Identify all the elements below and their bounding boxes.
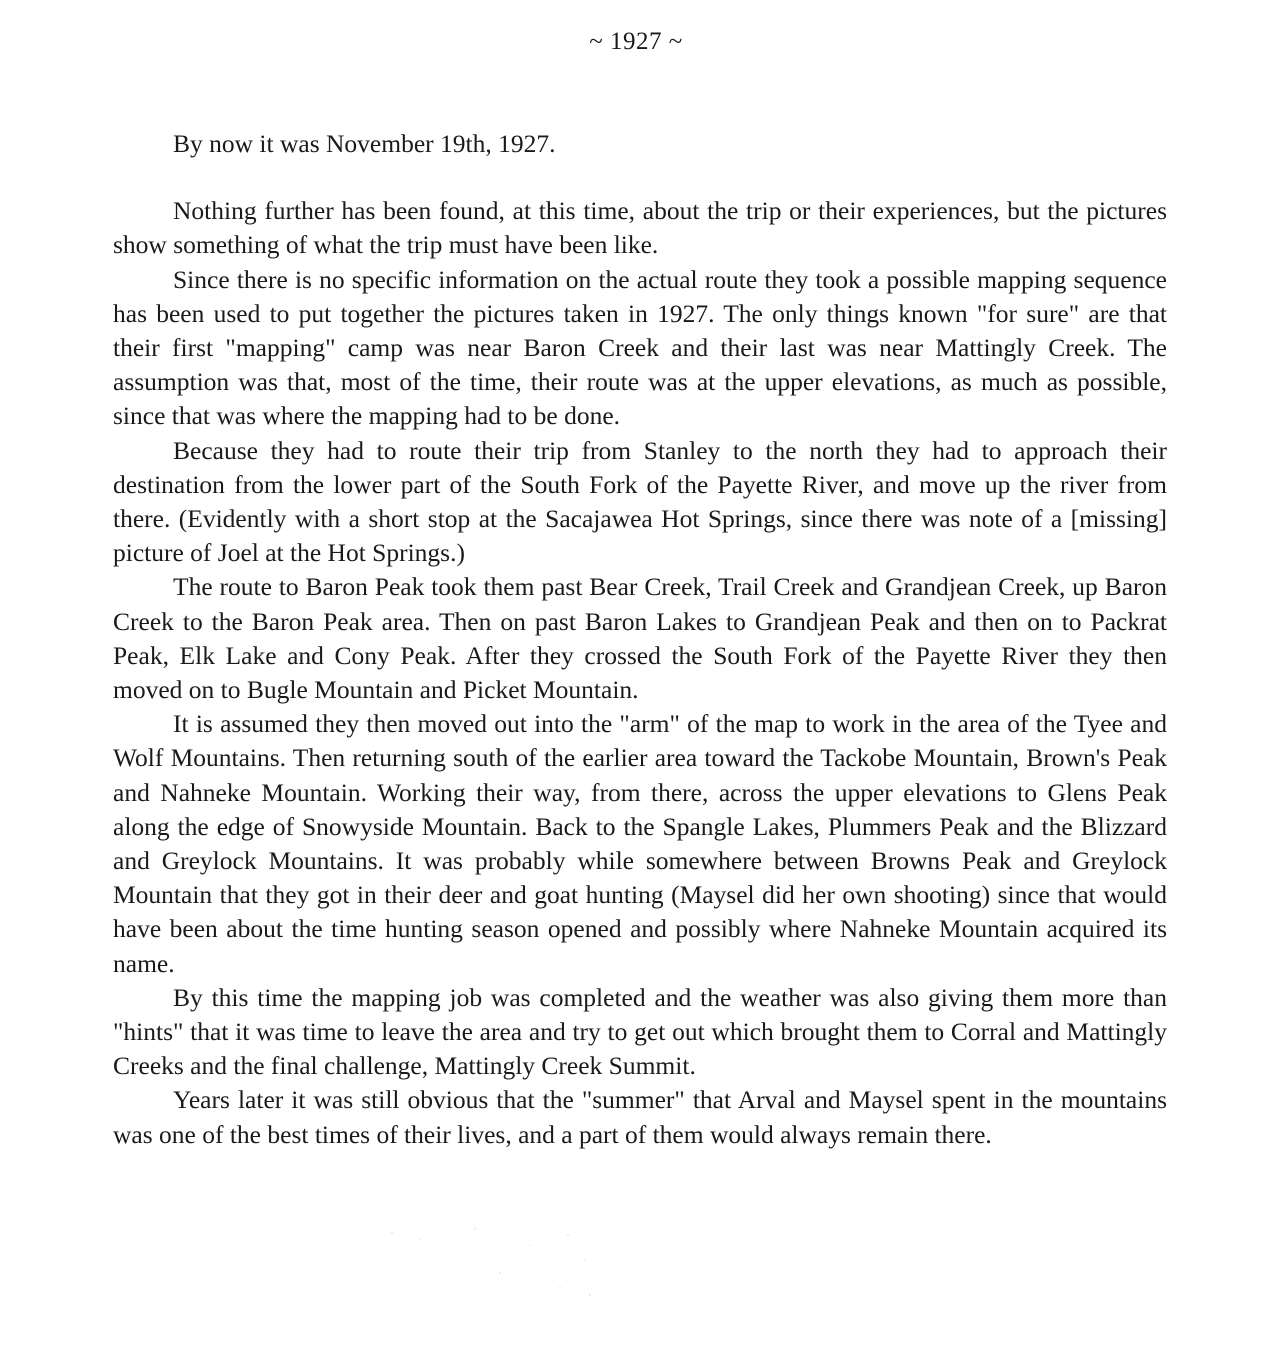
paragraph-baron-peak: The route to Baron Peak took them past Bear Creek, Trail Creek and Grandjean Creek, up Baron Creek to the Baron Peak area. Then on past Baron Lakes to Grandjean Peak and then on to Packrat Peak, Elk Lake and Cony Peak. After they crossed the South Fork of the Payette River they then moved on to Bugle Mountain and Picket Mountain. <box>113 572 1167 705</box>
scan-noise-specks <box>380 1225 640 1315</box>
paragraph-tyee-wolf: It is assumed they then moved out into the "arm" of the map to work in the area of the Tyee and Wolf Mountains. Then returning south of the earlier area toward the Tackobe Mountain, Brown's Peak and Nahneke Mountain. Working their way, from there, across the upper elevations to Glens Peak along the edge of Snowyside Mountain. Back to the Spangle Lakes, Plummers Peak and the Blizzard and Greylock Mountains. It was probably while somewhere between Browns Peak and Greylock Mountain that they got in their deer and goat hunting (Maysel did her own shooting) since that would have been about the time hunting season opened and possibly where Nahneke Mountain acquired its name. <box>113 709 1167 978</box>
paragraph-route-stanley: Because they had to route their trip from Stanley to the north they had to approach their destination from the lower part of the South Fork of the Payette River, and move up the river from there. (Evidently with a short stop at the Sacajawea Hot Springs, since there was note of a [missing] picture of Joel at the Hot Springs.) <box>113 435 1167 568</box>
paragraph-nothing-found: Nothing further has been found, at this time, about the trip or their experiences, but the pictures show something of what the trip must have been like. <box>113 196 1167 260</box>
paragraph-date: By now it was November 19th, 1927. <box>173 129 556 158</box>
body-text <box>113 127 1167 1152</box>
paragraph-mapping-sequence: Since there is no specific information on the actual route they took a possible mapping sequence has been used to put together the pictures taken in 1927. The only things known "for sure" are that their first "mapping" camp was near Baron Creek and their last was near Mattingly Creek. The assumption was that, most of the time, their route was at the upper elevations, as much as possible, since that was where the mapping had to be done. <box>113 264 1167 431</box>
paragraph-mapping-complete: By this time the mapping job was completed and the weather was also giving them more than "hints" that it was time to leave the area and try to get out which brought them to Corral and Mattingly Creeks and the final challenge, Mattingly Creek Summit. <box>113 982 1167 1081</box>
page-title: ~ 1927 ~ <box>589 28 683 55</box>
paragraph-years-later: Years later it was still obvious that the "summer" that Arval and Maysel spent in the mountains was one of the best times of their lives, and a part of them would always remain there. <box>113 1085 1167 1149</box>
